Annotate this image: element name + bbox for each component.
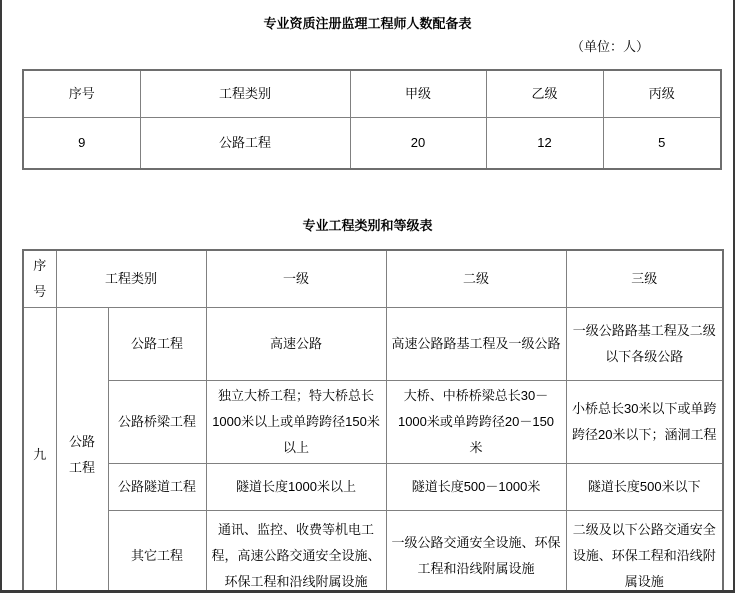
cell-project-category: 公路工程 — [140, 117, 350, 169]
table-row-tunnel — [23, 464, 723, 511]
staffing-table-row — [23, 117, 721, 169]
cell-level-3: 小桥总长30米以下或单跨跨径20米以下；涵洞工程 — [566, 381, 723, 464]
header-level-1: 一级 — [206, 250, 386, 308]
header-serial-number: 序号 — [23, 250, 56, 308]
header-grade-b: 乙级 — [486, 70, 603, 117]
table-row-other — [23, 511, 723, 593]
table-row-highway — [23, 308, 723, 381]
header-serial-number: 序号 — [23, 70, 140, 117]
cell-level-1: 通讯、监控、收费等机电工程，高速公路交通安全设施、环保工程和沿线附属设施 — [206, 511, 386, 593]
header-level-3: 三级 — [566, 250, 723, 308]
header-level-2: 二级 — [386, 250, 566, 308]
cell-level-1: 独立大桥工程；特大桥总长1000米以上或单跨跨径150米以上 — [206, 381, 386, 464]
cell-level-2: 高速公路路基工程及一级公路 — [386, 308, 566, 381]
cell-level-3: 二级及以下公路交通安全设施、环保工程和沿线附属设施 — [566, 511, 723, 593]
header-grade-a: 甲级 — [350, 70, 486, 117]
staffing-table-title: 专业资质注册监理工程师人数配备表 — [263, 16, 472, 31]
cell-grade-b-count: 12 — [486, 117, 603, 169]
cell-grade-c-count: 5 — [603, 117, 721, 169]
cell-level-2: 大桥、中桥桥梁总长30－1000米或单跨跨径20－150米 — [386, 381, 566, 464]
staffing-table — [22, 69, 722, 170]
cell-subcategory: 公路工程 — [108, 308, 206, 381]
header-grade-c: 丙级 — [603, 70, 721, 117]
table-row-bridge — [23, 381, 723, 464]
category-grade-header-row — [23, 250, 723, 308]
cell-subcategory: 公路隧道工程 — [108, 464, 206, 511]
category-grade-table — [22, 249, 724, 593]
cell-level-3: 隧道长度500米以下 — [566, 464, 723, 511]
cell-level-2: 一级公路交通安全设施、环保工程和沿线附属设施 — [386, 511, 566, 593]
cell-level-1: 隧道长度1000米以上 — [206, 464, 386, 511]
cell-subcategory: 其它工程 — [108, 511, 206, 593]
cell-level-2: 隧道长度500－1000米 — [386, 464, 566, 511]
header-project-category: 工程类别 — [56, 250, 206, 308]
cell-group-category — [56, 308, 108, 593]
group-category-text: 公路工程 — [68, 433, 95, 475]
cell-group-number: 九 — [23, 308, 56, 593]
cell-serial-number: 9 — [23, 117, 140, 169]
cell-level-3: 一级公路路基工程及二级以下各级公路 — [566, 308, 723, 381]
cell-grade-a-count: 20 — [350, 117, 486, 169]
cell-subcategory: 公路桥梁工程 — [108, 381, 206, 464]
cell-level-1: 高速公路 — [206, 308, 386, 381]
unit-note: （单位：人） — [570, 39, 649, 54]
header-project-category: 工程类别 — [140, 70, 350, 117]
staffing-table-header-row — [23, 70, 721, 117]
category-grade-table-title: 专业工程类别和等级表 — [302, 218, 433, 233]
